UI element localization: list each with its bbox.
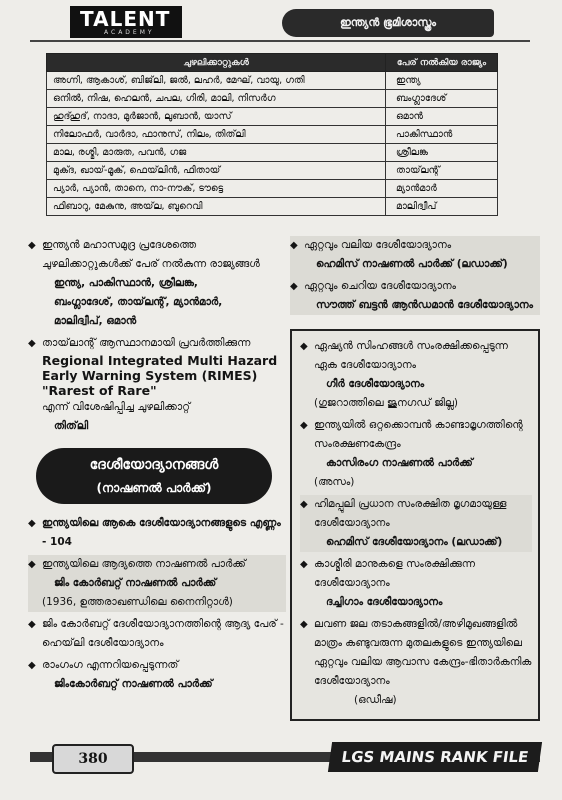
bullet-icon: ◆ xyxy=(300,499,308,510)
national-parks-box xyxy=(290,329,540,721)
bullet-icon: ◆ xyxy=(28,240,36,251)
answer-text: ജിം കോർബറ്റ് നാഷണൽ പാർക്ക് xyxy=(54,577,217,589)
table-header-row xyxy=(47,54,498,72)
table-row xyxy=(47,198,498,216)
list-item xyxy=(290,236,540,274)
table-cell: ശ്രീലങ്ക xyxy=(386,144,498,162)
topic-title: ഇന്ത്യൻ ഭൂമിശാസ്ത്രം xyxy=(282,9,494,37)
table-cell: ഇന്ത്യ xyxy=(386,72,498,90)
right-column xyxy=(290,236,540,721)
cyclone-names-table xyxy=(46,53,498,216)
table-cell: പാകിസ്ഥാൻ xyxy=(386,126,498,144)
table-cell: ഹുദ്ഹുദ്, നാദാ, മുർജാൻ, ലുബാൻ, യാസ് xyxy=(47,108,386,126)
table-cell: പ്യാർ, പ്യാൻ, താനെ, നാ-നൗക്, ടൗട്ടെ xyxy=(47,180,386,198)
brand-subtitle: ACADEMY xyxy=(104,29,155,36)
list-item xyxy=(28,656,286,694)
question-text: എന്ന് വിശേഷിപ്പിച്ച ചുഴലിക്കാറ്റ് xyxy=(42,401,191,413)
table-row xyxy=(47,180,498,198)
list-item xyxy=(300,615,532,710)
list-item xyxy=(290,277,540,315)
question-text: ഇന്ത്യയിലെ ആദ്യത്തെ നാഷണൽ പാർക്ക് xyxy=(42,558,246,570)
footer-title: LGS MAINS RANK FILE xyxy=(328,742,542,772)
brand-name: TALENT xyxy=(80,7,171,31)
section-title: ദേശീയോദ്യാനങ്ങൾ xyxy=(89,457,219,473)
question-text: ഇന്ത്യൻ മഹാസമുദ്ര പ്രദേശത്തെ ചുഴലിക്കാറ്റുകൾക്ക് പേര് നൽകുന്ന രാജ്യങ്ങൾ xyxy=(42,239,260,270)
table-header-cyclones: ചുഴലിക്കാറ്റുകൾ xyxy=(47,54,386,72)
list-item xyxy=(300,495,532,552)
section-banner xyxy=(36,448,272,504)
list-item xyxy=(28,615,286,653)
question-text: ലവണ ജല തടാകങ്ങളിൽ/അഴിമുഖങ്ങളിൽ മാത്രം കണ്ടുവരുന്ന മുതലകളുടെ ഇന്ത്യയിലെ ഏറ്റവും വലിയ ആവാസ കേന്ദ്രം-ഭിതാർകനിക ദേശീയോദ്യാനം xyxy=(314,618,532,687)
bullet-icon: ◆ xyxy=(290,281,298,292)
question-text: ഏഷ്യൻ സിംഹങ്ങൾ സംരക്ഷിക്കപ്പെടുന്ന ഏക ദേശീയോദ്യാനം xyxy=(314,340,508,371)
left-column xyxy=(28,236,286,697)
bullet-icon: ◆ xyxy=(300,420,308,431)
question-text: ജിം കോർബറ്റ് ദേശീയോദ്യാനത്തിന്റെ ആദ്യ പേര് - ഹെയ്‌ലി ദേശീയോദ്യാനം xyxy=(42,618,284,649)
table-row xyxy=(47,126,498,144)
question-text: ഏറ്റവും ചെറിയ ദേശീയോദ്യാനം xyxy=(304,280,457,292)
table-cell: മാല, രശ്മി, മാരുത, പവൻ, ഗജ xyxy=(47,144,386,162)
table-row xyxy=(47,162,498,180)
table-cell: മ്യാൻമാർ xyxy=(386,180,498,198)
bullet-icon: ◆ xyxy=(28,338,36,349)
list-item xyxy=(28,236,286,331)
table-cell: ഒനിൽ, നിഷ, ഹെലൻ, ചപല, ഗിരി, മാലി, നിസർഗ xyxy=(47,90,386,108)
list-item xyxy=(300,416,532,492)
table-cell: തായ്‌ലന്റ് xyxy=(386,162,498,180)
answer-detail: (അസം) xyxy=(314,476,355,488)
table-row xyxy=(47,90,498,108)
question-text: തായ്‌ലാന്റ് ആസ്ഥാനമായി പ്രവർത്തിക്കുന്ന xyxy=(42,337,251,349)
table-cell: മാലിദ്വീപ് xyxy=(386,198,498,216)
bullet-icon: ◆ xyxy=(300,341,308,352)
header-divider xyxy=(30,40,530,42)
answer-line: ബംഗ്ലാദേശ്, തായ്‌ലന്റ്, മ്യാൻമാർ, xyxy=(54,296,223,308)
answer-text: സൗത്ത് ബട്ടൻ ആൻഡമാൻ ദേശീയോദ്യാനം xyxy=(316,299,534,311)
bullet-icon: ◆ xyxy=(28,559,36,570)
question-text: കാശ്മീരി മാനുകളെ സംരക്ഷിക്കുന്ന ദേശീയോദ്യാനം xyxy=(314,558,475,589)
table-cell: അഗ്നി, ആകാശ്, ബിജ്‌ലി, ജൽ, ലഹർ, മേഘ്, വായു, ഗതി xyxy=(47,72,386,90)
list-item xyxy=(28,514,286,552)
table-cell: മുക്ദ, ഖായ്-മൂക്, ഫെയ്‌ലിൻ, ഫിതായ് xyxy=(47,162,386,180)
table-cell: ഫിബാറു, മേകുനു, അയ്‌ല, ബുറെവി xyxy=(47,198,386,216)
table-cell: ഒമാൻ xyxy=(386,108,498,126)
answer-text: തിത്‌ലി xyxy=(54,420,89,432)
section-subtitle: (നാഷണൽ പാർക്ക്) xyxy=(96,481,212,495)
table-row xyxy=(47,144,498,162)
question-text: രാംഗംഗ എന്നറിയപ്പെടുന്നത് xyxy=(42,659,179,671)
answer-text: ഹെമിസ് നാഷണൽ പാർക്ക് (ലഡാക്ക്) xyxy=(316,258,508,270)
answer-detail: (1936, ഉത്തരാഖണ്ഡിലെ നൈനിറ്റാൾ) xyxy=(42,596,233,608)
table-row xyxy=(47,72,498,90)
bullet-icon: ◆ xyxy=(300,559,308,570)
bullet-icon: ◆ xyxy=(28,619,36,630)
bullet-icon: ◆ xyxy=(300,619,308,630)
answer-text: ഗീർ ദേശീയോദ്യാനം xyxy=(326,378,425,390)
question-text: ഇന്ത്യയിൽ ഒറ്റക്കൊമ്പൻ കാണ്ടാമൃഗത്തിന്റെ സംരക്ഷണകേന്ദ്രം xyxy=(314,419,523,450)
question-text: ഏറ്റവും വലിയ ദേശീയോദ്യാനം xyxy=(304,239,452,251)
bullet-icon: ◆ xyxy=(290,240,298,251)
question-text: ഹിമപ്പുലി പ്രധാന സംരക്ഷിത മൃഗമായുള്ള ദേശീയോദ്യാനം xyxy=(314,498,507,529)
page-number: 380 xyxy=(52,744,134,774)
answer-line: മാലിദ്വീപ്, ഒമാൻ xyxy=(54,315,137,327)
list-item xyxy=(300,555,532,612)
list-item xyxy=(28,334,286,436)
top-facts-box xyxy=(290,236,540,315)
list-item xyxy=(28,555,286,612)
table-row xyxy=(47,108,498,126)
page-footer xyxy=(30,740,540,774)
table-cell: നിലോഫർ, വാർദാ, ഫാനുസ്, നിലം, തിത്‌ലി xyxy=(47,126,386,144)
list-item xyxy=(300,337,532,413)
answer-text: ദച്ചിഗാം ദേശീയോദ്യാനം xyxy=(326,596,443,608)
bullet-icon: ◆ xyxy=(28,518,36,529)
table-header-country: പേര് നൽകിയ രാജ്യം xyxy=(386,54,498,72)
answer-text: ജിംകോർബറ്റ് നാഷണൽ പാർക്ക് xyxy=(54,678,213,690)
bullet-icon: ◆ xyxy=(28,660,36,671)
answer-text: ഹെമിസ് ദേശീയോദ്യാനം (ലഡാക്ക്) xyxy=(326,536,503,548)
answer-line: ഇന്ത്യ, പാകിസ്ഥാൻ, ശ്രീലങ്ക, xyxy=(54,277,198,289)
english-term: Regional Integrated Multi Hazard Early Warning System (RIMES) "Rarest of Rare" xyxy=(42,353,278,398)
brand-logo xyxy=(70,6,182,38)
table-cell: ബംഗ്ലാദേശ് xyxy=(386,90,498,108)
question-text: ഇന്ത്യയിലെ ആകെ ദേശീയോദ്യാനങ്ങളുടെ എണ്ണം - 104 xyxy=(42,517,281,548)
answer-text: കാസിരംഗ നാഷണൽ പാർക്ക് xyxy=(326,457,473,469)
answer-detail: (ഒഡീഷ) xyxy=(354,694,397,706)
answer-detail: (ഗുജറാത്തിലെ ജുനഗഡ് ജില്ല) xyxy=(314,397,458,409)
